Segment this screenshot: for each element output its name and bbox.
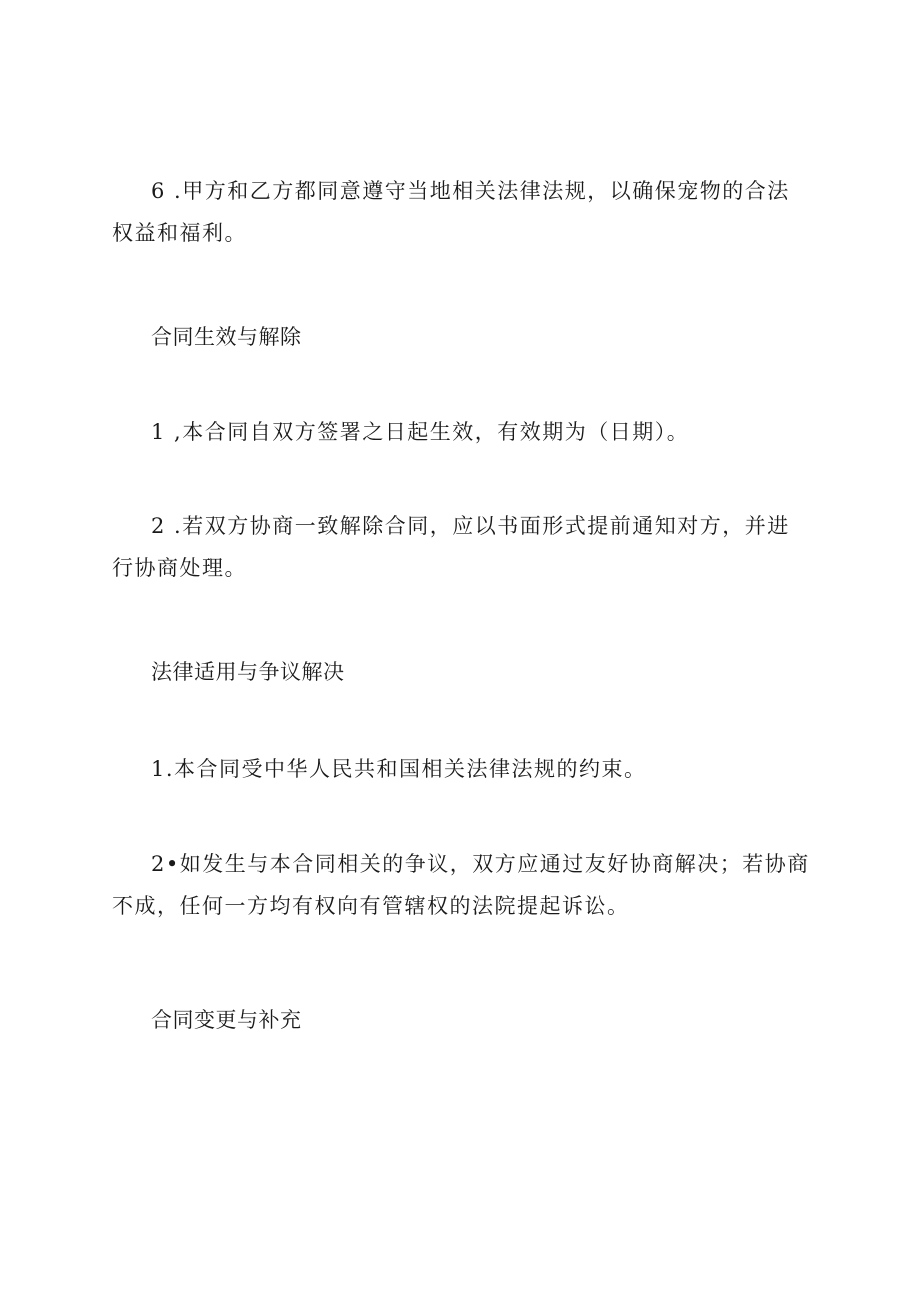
effect-clause-2-paragraph bbox=[112, 505, 812, 589]
effect-clause-1-paragraph bbox=[112, 411, 812, 453]
section-heading: 合同变更与补充 bbox=[151, 1008, 302, 1032]
clause-text: 1.本合同受中华人民共和国相关法律法规的约束。 bbox=[151, 757, 647, 781]
clause-6-paragraph bbox=[112, 170, 812, 254]
law-clause-2-paragraph bbox=[112, 843, 812, 927]
section-heading-law-dispute bbox=[112, 657, 812, 687]
clause-text: 1 ,本合同自双方签署之日起生效，有效期为（日期）。 bbox=[151, 420, 690, 444]
clause-text: 2•如发生与本合同相关的争议，双方应通过友好协商解决；若协商不成，任何一方均有权向有管辖权的法院提起诉讼。 bbox=[112, 852, 810, 918]
section-heading-effect-termination bbox=[112, 322, 812, 352]
clause-text: 6 .甲方和乙方都同意遵守当地相关法律法规，以确保宠物的合法权益和福利。 bbox=[112, 179, 790, 245]
clause-text: 2 .若双方协商一致解除合同，应以书面形式提前通知对方，并进行协商处理。 bbox=[112, 514, 790, 580]
law-clause-1-paragraph bbox=[112, 748, 812, 790]
section-heading: 合同生效与解除 bbox=[151, 325, 302, 349]
section-heading-amendment bbox=[112, 1005, 812, 1035]
section-heading: 法律适用与争议解决 bbox=[151, 660, 345, 684]
